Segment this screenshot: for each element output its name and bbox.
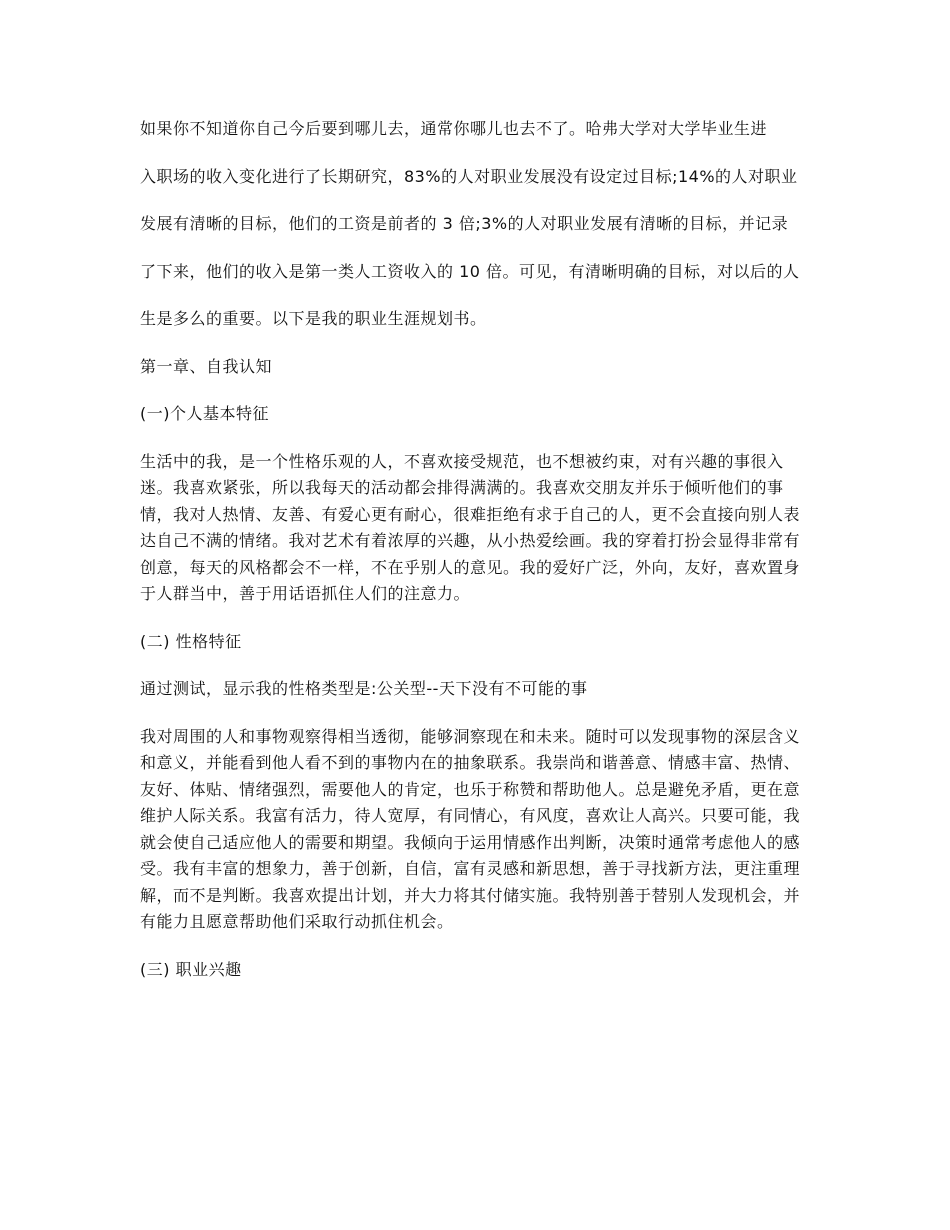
section-heading-1: (一)个人基本特征: [140, 404, 269, 423]
document-body: [140, 116, 815, 1004]
paragraph-intro-1: 如果你不知道你自己今后要到哪儿去，通常你哪儿也去不了。哈弗大学对大学毕业生进: [140, 119, 768, 138]
paragraph-intro-3: 发展有清晰的目标，他们的工资是前者的 3 倍;3%的人对职业发展有清晰的目标，并记录: [140, 214, 789, 233]
section-heading-3: (三) 职业兴趣: [140, 959, 242, 979]
paragraph-basic-traits: 生活中的我，是一个性格乐观的人，不喜欢接受规范，也不想被约束，对有兴趣的事很入迷。我喜欢紧张，所以我每天的活动都会排得满满的。我喜欢交朋友并乐于倾听他们的事情，我对人热情、友善、有爱心更有耐心，很难拒绝有求于自己的人，更不会直接向别人表达自己不满的情绪。我对艺术有着浓厚的兴趣，从小热爱绘画。我的穿着打扮会显得非常有创意，每天的风格都会不一样，不在乎别人的意见。我的爱好广泛，外向，友好，喜欢置身于人群当中，善于用话语抓住人们的注意力。: [140, 451, 801, 603]
chapter-heading: 第一章、自我认知: [140, 356, 273, 376]
section-heading-2: (二) 性格特征: [140, 631, 242, 651]
paragraph-personality: 我对周围的人和事物观察得相当透彻，能够洞察现在和未来。随时可以发现事物的深层含义和意义，并能看到他人看不到的事物内在的抽象联系。我崇尚和谐善意、情感丰富、热情、友好、体贴、情绪强烈，需要他人的肯定，也乐于称赞和帮助他人。总是避免矛盾，更在意维护人际关系。我富有活力，待人宽厚，有同情心，有风度，喜欢让人高兴。只要可能，我就会使自己适应他人的需要和期望。我倾向于运用情感作出判断，决策时通常考虑他人的感受。我有丰富的想象力，善于创新，自信，富有灵感和新思想，善于寻找新方法，更注重理解，而不是判断。我喜欢提出计划，并大力将其付储实施。我特别善于替别人发现机会，并有能力且愿意帮助他们采取行动抓住机会。: [140, 726, 801, 931]
paragraph-intro-5: 生是多么的重要。以下是我的职业生涯规划书。: [140, 309, 487, 328]
paragraph-test-result: 通过测试，显示我的性格类型是:公关型--天下没有不可能的事: [140, 679, 588, 698]
paragraph-intro-4: 了下来，他们的收入是第一类人工资收入的 10 倍。可见，有清晰明确的目标，对以后的人: [140, 261, 800, 281]
paragraph-intro-2: 入职场的收入变化进行了长期研究，83%的人对职业发展没有设定过目标;14%的人对职业: [140, 166, 798, 186]
